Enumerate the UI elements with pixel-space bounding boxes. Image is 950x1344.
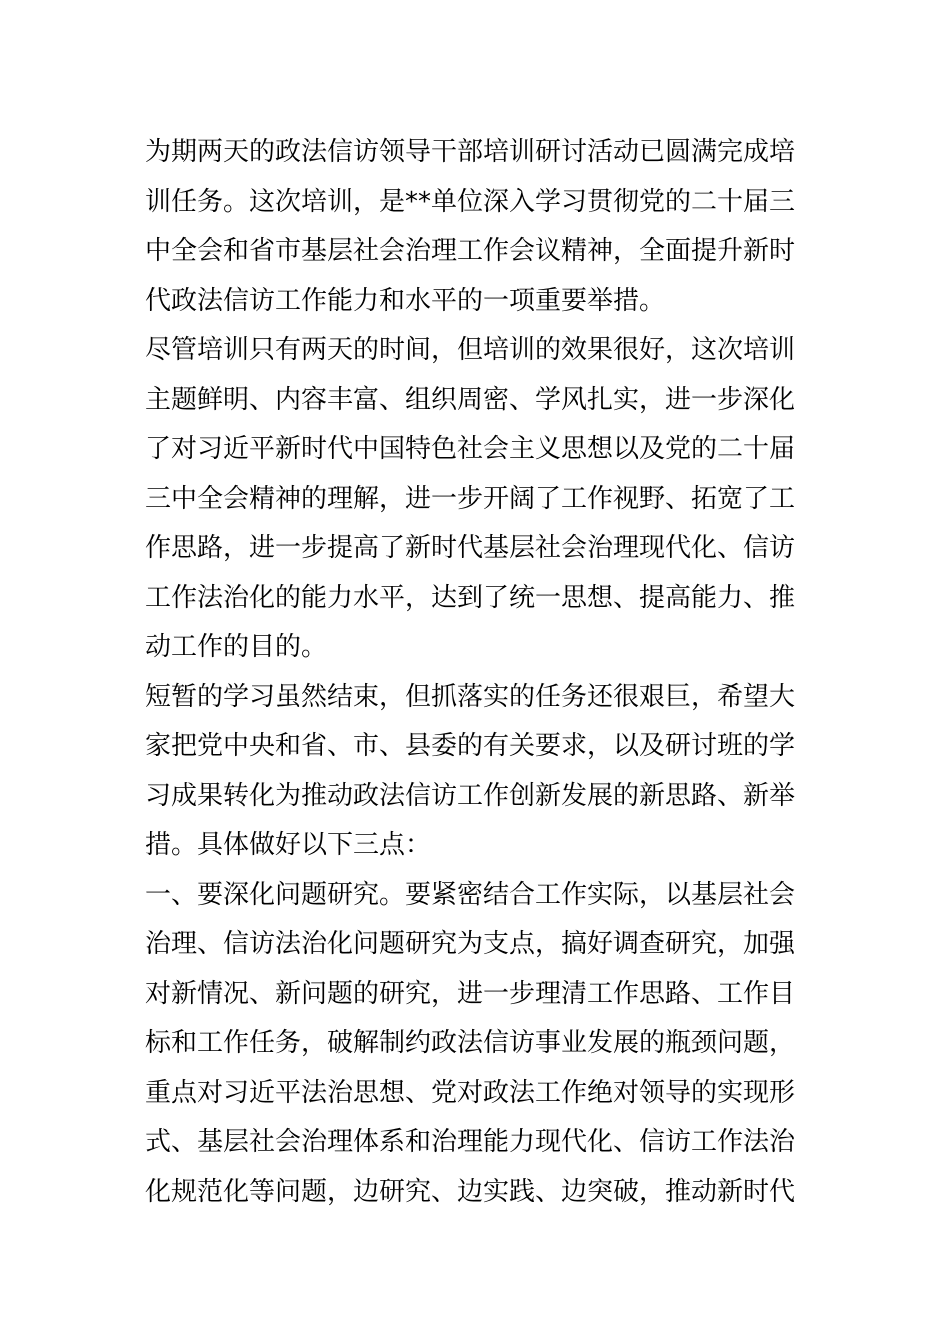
text-line: 了对习近平新时代中国特色社会主义思想以及党的二十届 (145, 434, 796, 464)
text-line: 习成果转化为推动政法信访工作创新发展的新思路、新举 (145, 780, 796, 811)
text-line: 为期两天的政法信访领导干部培训研讨活动已圆满完成培 (145, 137, 796, 167)
text-line: 对新情况、新问题的研究，进一步理清工作思路、工作目 (145, 978, 796, 1009)
text-line: 化规范化等问题，边研究、边实践、边突破，推动新时代 (145, 1176, 796, 1207)
document-body (145, 128, 815, 1217)
text-line: 家把党中央和省、市、县委的有关要求，以及研讨班的学 (145, 731, 796, 761)
text-line: 措。具体做好以下三点： (145, 830, 432, 860)
text-line: 短暂的学习虽然结束，但抓落实的任务还很艰巨，希望大 (145, 681, 796, 712)
text-line: 重点对习近平法治思想、党对政法工作绝对领导的实现形 (145, 1077, 796, 1108)
text-line: 动工作的目的。 (145, 632, 328, 662)
text-line: 主题鲜明、内容丰富、组织周密、学风扎实，进一步深化 (145, 384, 796, 415)
text-line: 式、基层社会治理体系和治理能力现代化、信访工作法治 (145, 1127, 796, 1157)
text-line: 一、要深化问题研究。要紧密结合工作实际，以基层社会 (145, 879, 796, 910)
text-line: 三中全会精神的理解，进一步开阔了工作视野、拓宽了工 (145, 483, 796, 514)
text-line: 工作法治化的能力水平，达到了统一思想、提高能力、推 (145, 582, 796, 613)
text-line: 治理、信访法治化问题研究为支点，搞好调查研究，加强 (145, 929, 796, 959)
text-line: 中全会和省市基层社会治理工作会议精神，全面提升新时 (145, 236, 796, 266)
text-line: 代政法信访工作能力和水平的一项重要举措。 (145, 285, 666, 316)
text-line: 标和工作任务，破解制约政法信访事业发展的瓶颈问题， (145, 1028, 796, 1058)
text-line: 尽管培训只有两天的时间，但培训的效果很好，这次培训 (145, 335, 796, 365)
text-line: 作思路，进一步提高了新时代基层社会治理现代化、信访 (145, 533, 796, 563)
text-line: 训任务。这次培训，是**单位深入学习贯彻党的二十届三 (145, 186, 796, 217)
